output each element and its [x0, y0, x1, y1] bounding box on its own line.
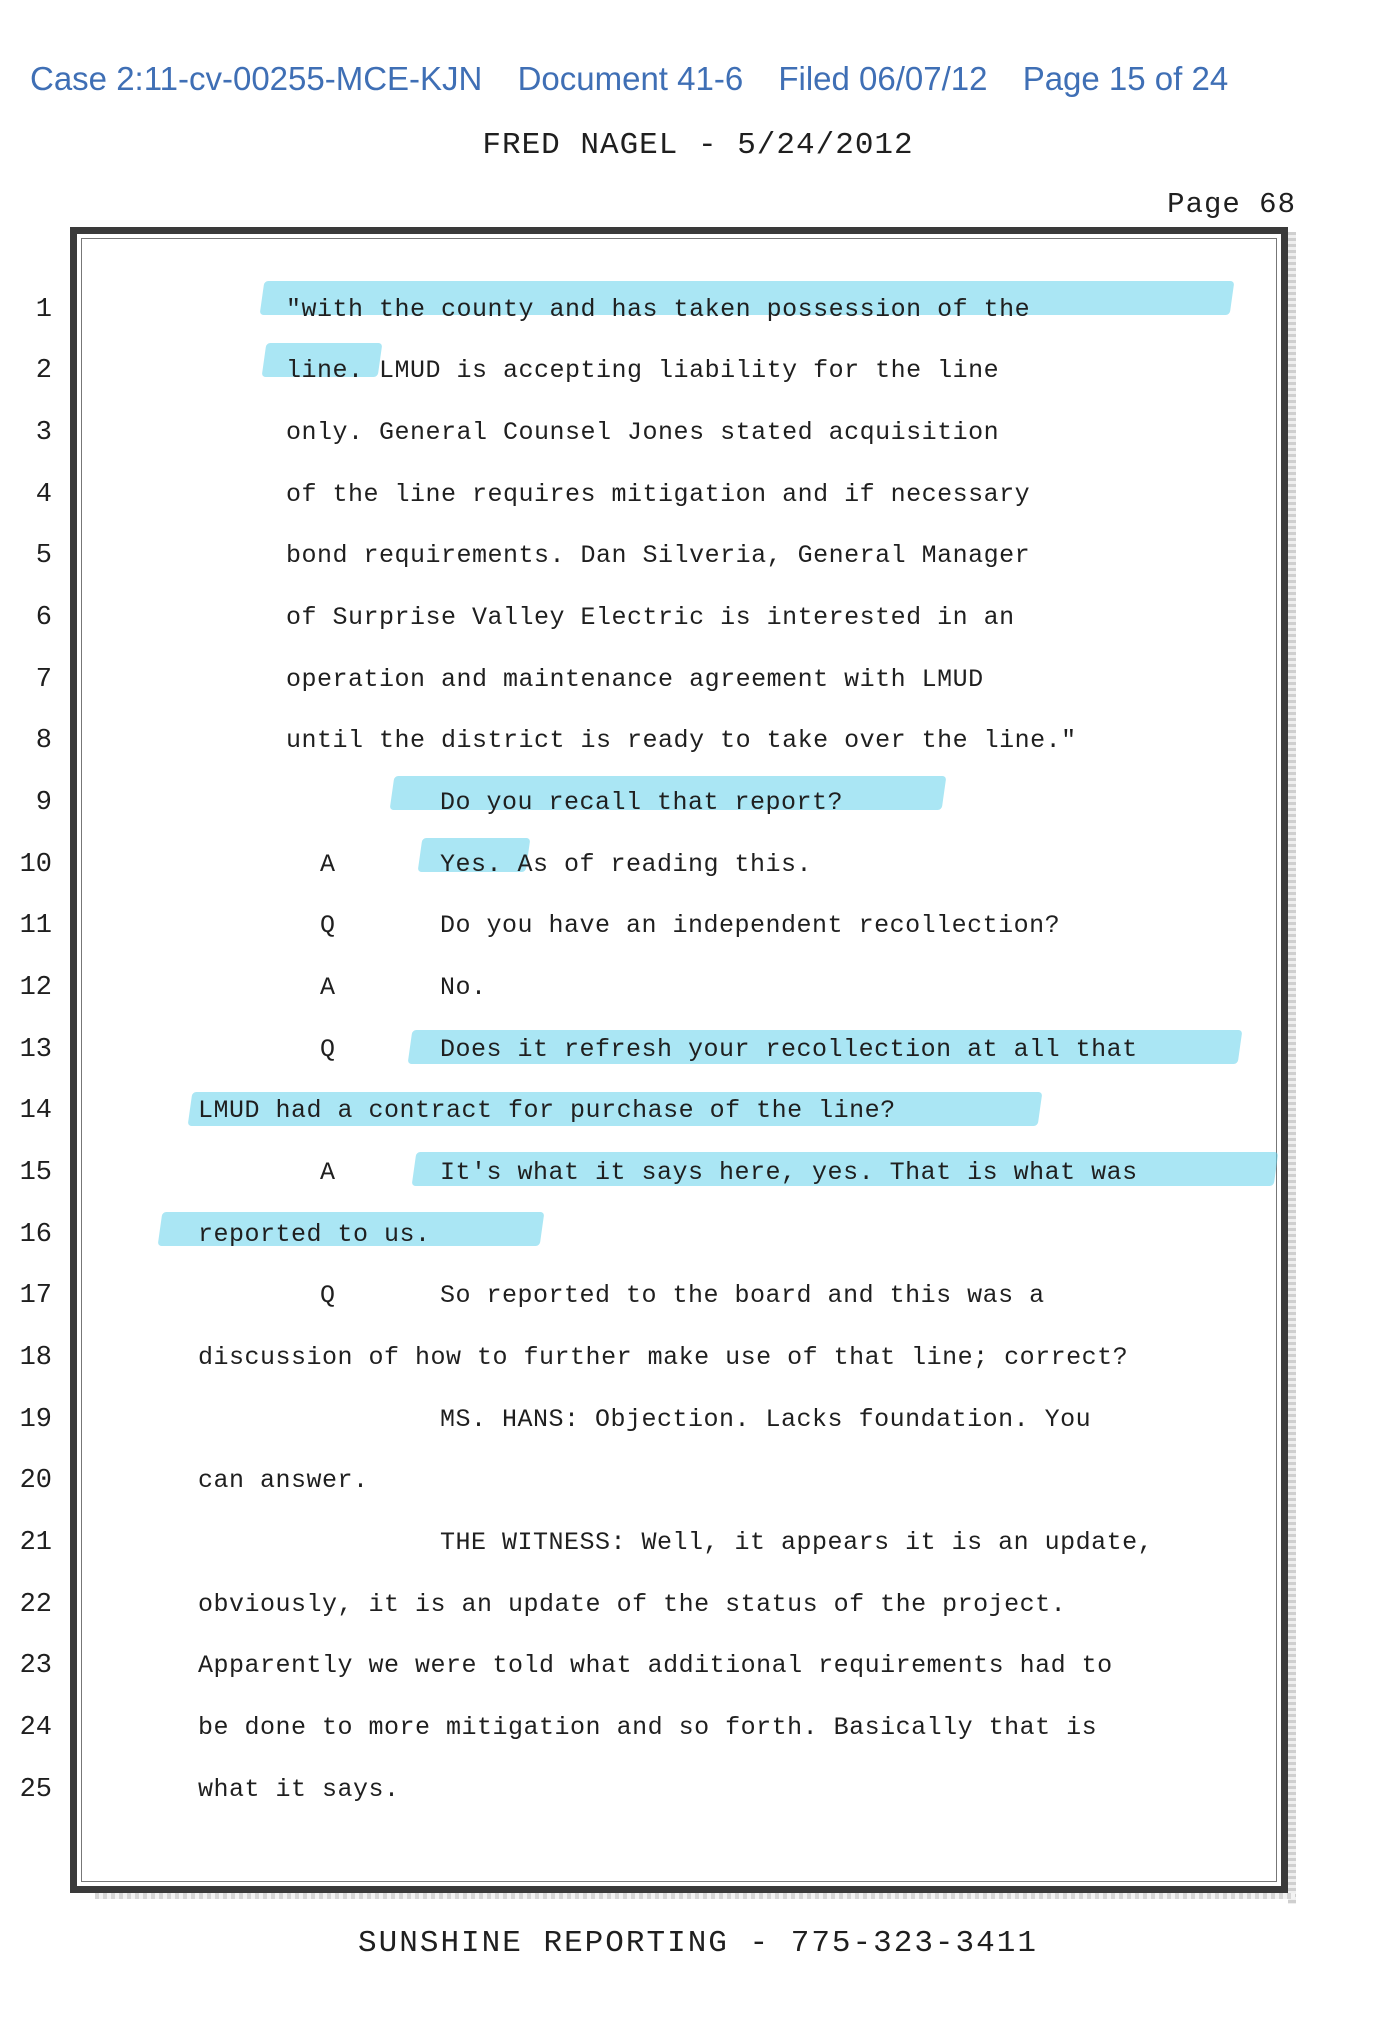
transcript-line [0, 1460, 1396, 1500]
line-number: 16 [19, 1220, 52, 1250]
transcript-page-label: Page 68 [1167, 188, 1296, 221]
line-text: LMUD had a contract for purchase of the line? [198, 1096, 896, 1125]
transcript-line [0, 350, 1396, 390]
transcript-line [0, 844, 1396, 884]
line-text: THE WITNESS: Well, it appears it is an update, [440, 1528, 1154, 1557]
line-text: until the district is ready to take over the line." [286, 726, 1077, 755]
line-text: bond requirements. Dan Silveria, General Manager [286, 541, 1031, 570]
line-text: can answer. [198, 1466, 369, 1495]
line-number: 5 [35, 541, 52, 571]
line-text: Do you recall that report? [440, 788, 844, 817]
transcript-line [0, 720, 1396, 760]
line-number: 13 [19, 1035, 52, 1065]
line-text: discussion of how to further make use of that line; correct? [198, 1343, 1129, 1372]
speaker-marker: A [320, 850, 336, 879]
transcript-line [0, 1337, 1396, 1377]
transcript-line [0, 474, 1396, 514]
line-text: Apparently we were told what additional requirements had to [198, 1651, 1113, 1680]
transcript-line [0, 659, 1396, 699]
line-text: what it says. [198, 1775, 400, 1804]
line-text: Does it refresh your recollection at all that [440, 1035, 1138, 1064]
transcript-line [0, 1214, 1396, 1254]
case-number: Case 2:11-cv-00255-MCE-KJN [30, 60, 483, 97]
line-number: 24 [19, 1713, 52, 1743]
line-text: of Surprise Valley Electric is interested in an [286, 603, 1015, 632]
transcript-line [0, 1522, 1396, 1562]
line-text: be done to more mitigation and so forth. Basically that is [198, 1713, 1098, 1742]
line-text: It's what it says here, yes. That is what was [440, 1158, 1138, 1187]
speaker-marker: Q [320, 911, 336, 940]
document-number: Document 41-6 [517, 60, 744, 97]
line-text: MS. HANS: Objection. Lacks foundation. You [440, 1405, 1092, 1434]
transcript-line [0, 535, 1396, 575]
transcript-line [0, 289, 1396, 329]
line-text: only. General Counsel Jones stated acquisition [286, 418, 1000, 447]
line-number: 20 [19, 1466, 52, 1496]
line-number: 9 [35, 788, 52, 818]
line-number: 22 [19, 1590, 52, 1620]
line-text: operation and maintenance agreement with LMUD [286, 665, 984, 694]
speaker-marker: Q [320, 1035, 336, 1064]
page-count: Page 15 of 24 [1022, 60, 1229, 97]
line-text: obviously, it is an update of the status of the project. [198, 1590, 1067, 1619]
line-number: 21 [19, 1528, 52, 1558]
line-number: 15 [19, 1158, 52, 1188]
transcript-line [0, 1399, 1396, 1439]
line-number: 14 [19, 1096, 52, 1126]
line-text: No. [440, 973, 487, 1002]
line-number: 12 [19, 973, 52, 1003]
court-filing-header [30, 60, 1228, 98]
transcript-line [0, 1029, 1396, 1069]
transcript-line [0, 1275, 1396, 1315]
transcript-line [0, 1090, 1396, 1130]
line-text: of the line requires mitigation and if necessary [286, 480, 1031, 509]
line-number: 11 [19, 911, 52, 941]
line-text: Do you have an independent recollection? [440, 911, 1061, 940]
line-number: 25 [19, 1775, 52, 1805]
line-number: 18 [19, 1343, 52, 1373]
transcript-line [0, 1707, 1396, 1747]
transcript-line [0, 1584, 1396, 1624]
line-number: 17 [19, 1281, 52, 1311]
line-text: reported to us. [198, 1220, 431, 1249]
line-number: 7 [35, 665, 52, 695]
line-number: 1 [35, 295, 52, 325]
reporter-footer: SUNSHINE REPORTING - 775-323-3411 [358, 1926, 1038, 1961]
transcript-line [0, 1152, 1396, 1192]
transcript-line [0, 905, 1396, 945]
line-number: 3 [35, 418, 52, 448]
line-text: "with the county and has taken possession of the [286, 295, 1031, 324]
filed-date: Filed 06/07/12 [778, 60, 988, 97]
line-number: 6 [35, 603, 52, 633]
transcript-line [0, 597, 1396, 637]
speaker-marker: A [320, 1158, 336, 1187]
line-number: 10 [19, 850, 52, 880]
line-text: So reported to the board and this was a [440, 1281, 1045, 1310]
line-number: 4 [35, 480, 52, 510]
transcript-line [0, 782, 1396, 822]
transcript-line [0, 412, 1396, 452]
line-text: line. LMUD is accepting liability for the line [286, 356, 1000, 385]
scan-bottom-shadow [95, 1893, 1295, 1899]
line-number: 19 [19, 1405, 52, 1435]
transcript-line [0, 967, 1396, 1007]
speaker-marker: A [320, 973, 336, 1002]
line-number: 23 [19, 1651, 52, 1681]
deposition-title: FRED NAGEL - 5/24/2012 [482, 128, 914, 163]
line-text: Yes. As of reading this. [440, 850, 813, 879]
line-number: 2 [35, 356, 52, 386]
line-number: 8 [35, 726, 52, 756]
transcript-line [0, 1645, 1396, 1685]
transcript-line [0, 1769, 1396, 1809]
speaker-marker: Q [320, 1281, 336, 1310]
